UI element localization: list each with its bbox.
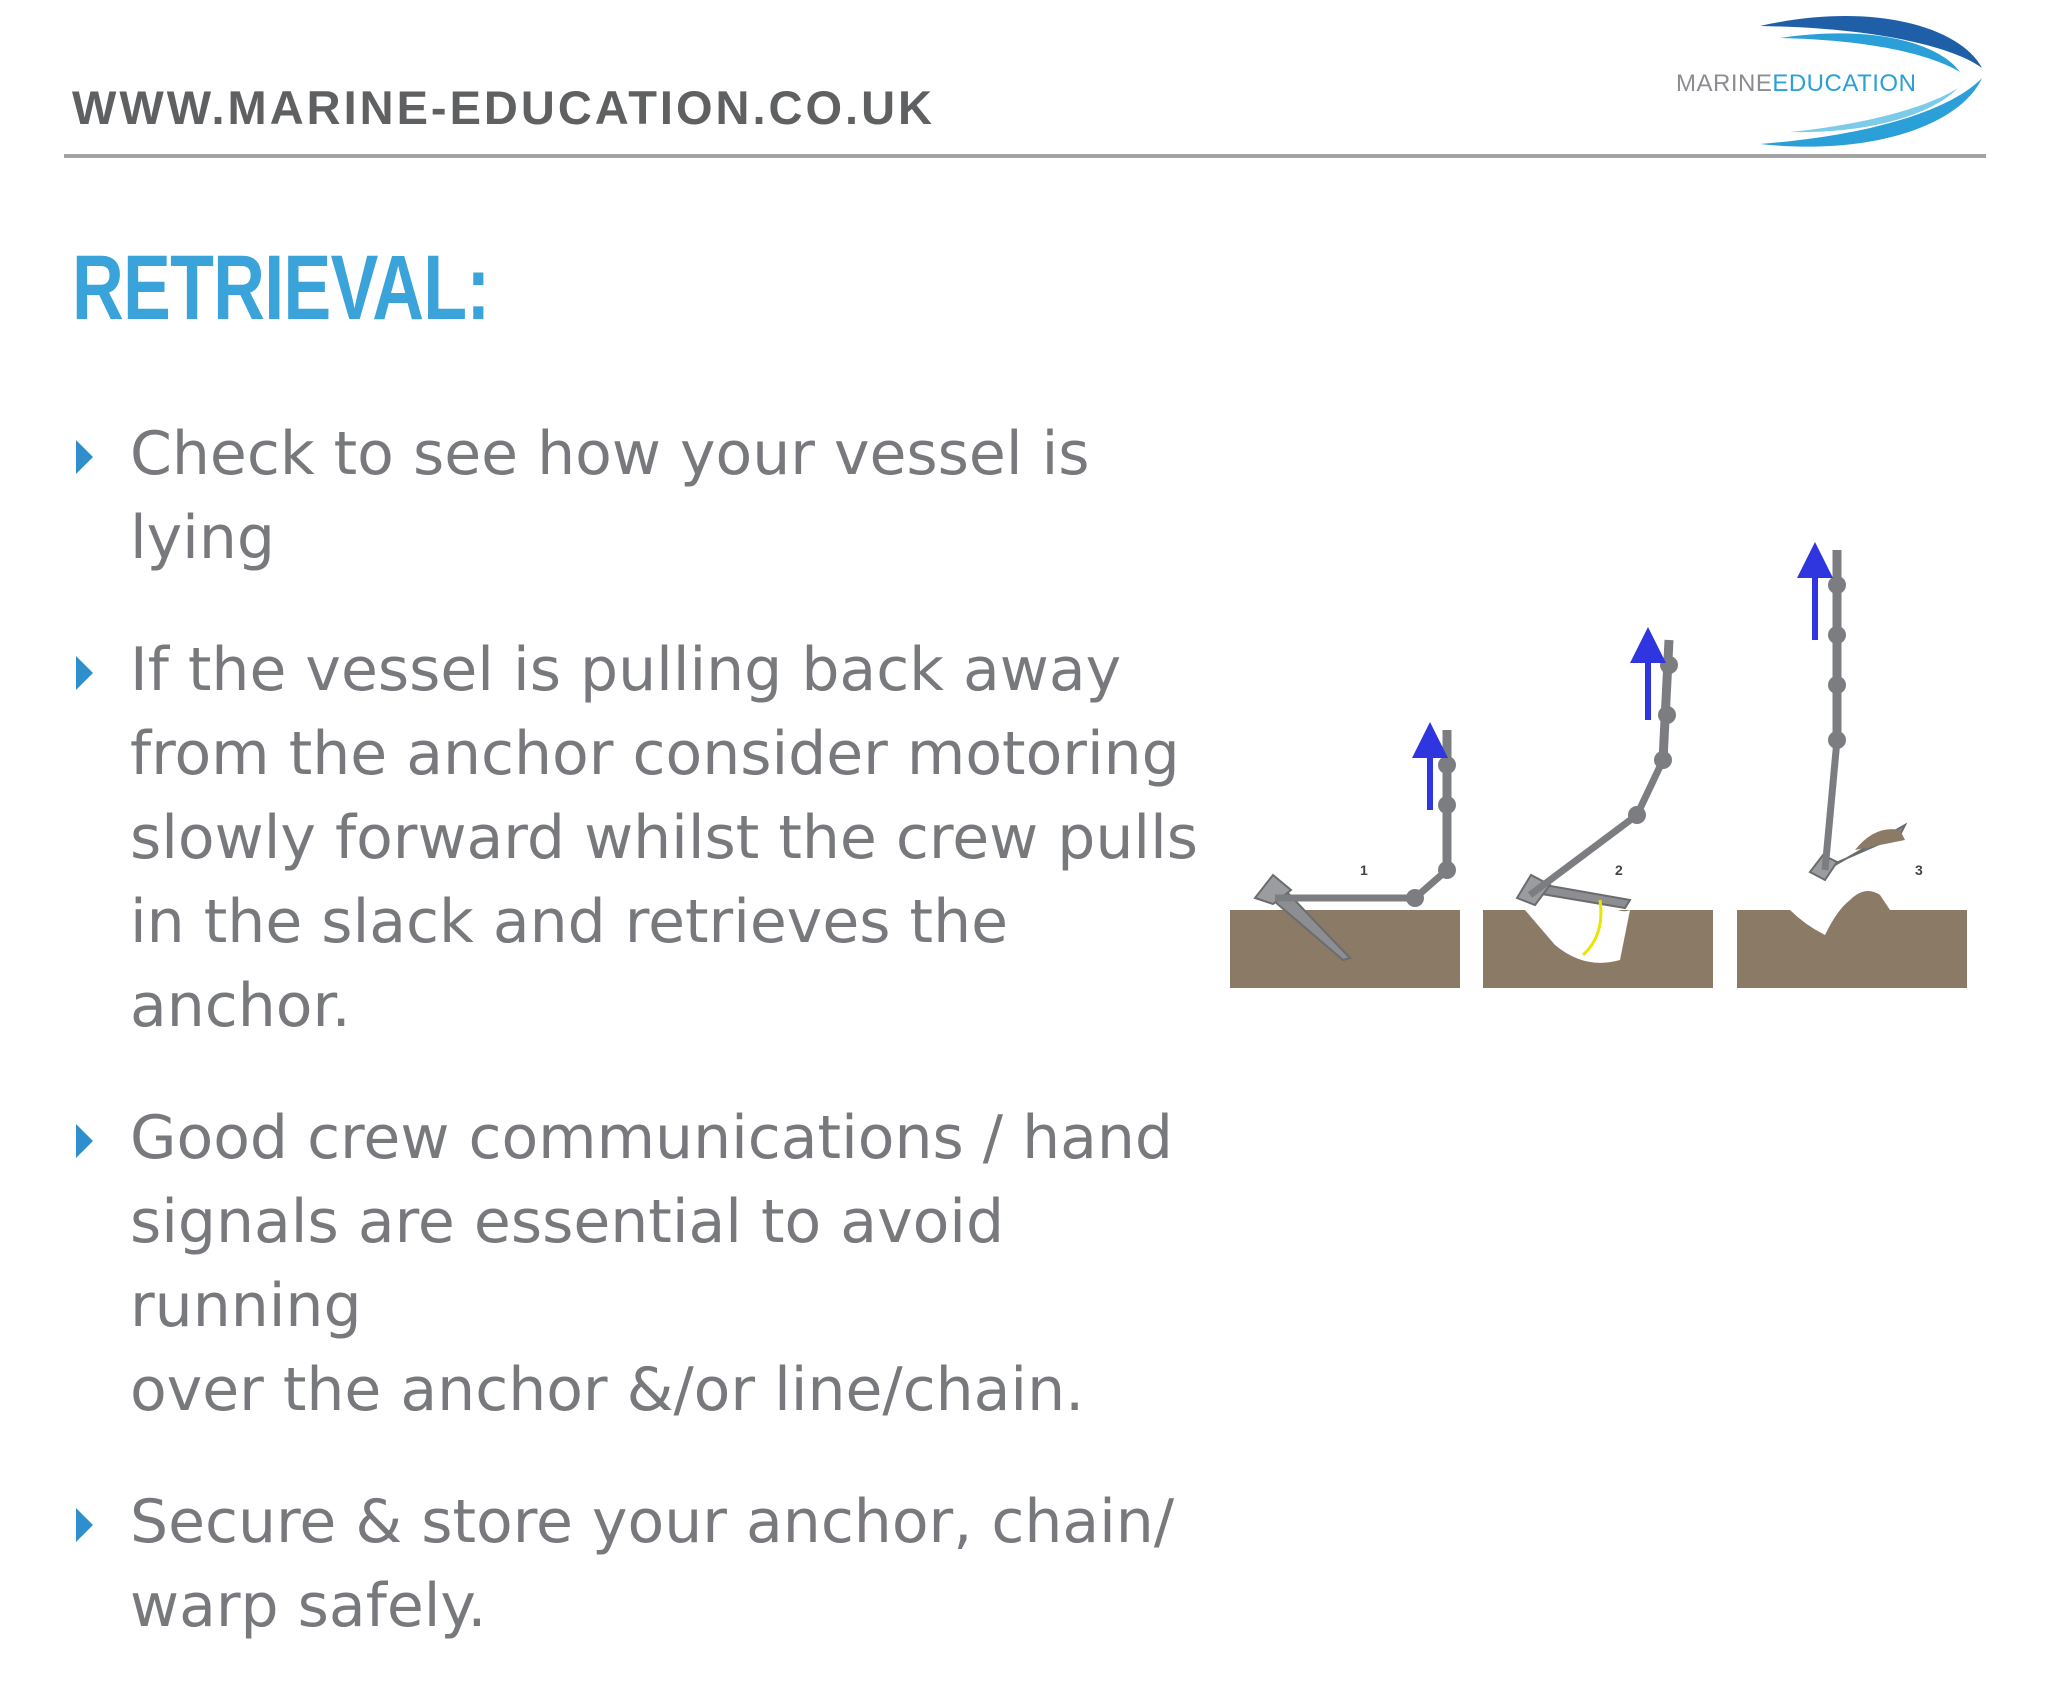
logo-text-education: EDUCATION	[1772, 70, 1917, 97]
bullet-item	[72, 628, 1202, 1048]
stage-3	[1737, 550, 1967, 988]
bullet-list	[72, 412, 1202, 1696]
chain-3	[1825, 740, 1837, 870]
bullet-item	[72, 1096, 1202, 1432]
logo-wordmark	[1676, 70, 1916, 98]
anchor-retrieval-diagram	[1225, 540, 1970, 1000]
anchor-diagram-svg	[1225, 540, 1970, 1000]
chain-2	[1530, 815, 1637, 895]
seabed-3	[1737, 891, 1967, 988]
logo-text-marine: MARINE	[1676, 70, 1773, 97]
stage-label-3: 3	[1915, 862, 1923, 878]
bullet-arrow-icon	[76, 1124, 93, 1158]
bullet-arrow-icon	[76, 440, 93, 474]
stage-1	[1230, 730, 1460, 988]
site-url: WWW.MARINE-EDUCATION.CO.UK	[72, 81, 935, 134]
bullet-text: Check to see how your vessel is lying	[130, 419, 1090, 573]
bullet-text: If the vessel is pulling back away from the anchor consider motoring slowly forward whilst the crew pulls in the slack and retrieves the anchor.	[130, 635, 1199, 1041]
stage-2	[1483, 640, 1713, 988]
bullet-item	[72, 412, 1202, 580]
bullet-text: Good crew communications / hand signals are essential to avoid running over the anchor &/or line/chain.	[130, 1103, 1173, 1425]
slide-title: RETRIEVAL:	[72, 237, 490, 339]
bullet-arrow-icon	[76, 1508, 93, 1542]
stage-label-2: 2	[1615, 862, 1623, 878]
logo[interactable]	[1660, 6, 2000, 156]
stage-label-1: 1	[1360, 862, 1368, 878]
bullet-arrow-icon	[76, 656, 93, 690]
bullet-text: Secure & store your anchor, chain/ warp safely.	[130, 1487, 1175, 1641]
bullet-item	[72, 1480, 1202, 1648]
seabed-1	[1230, 910, 1460, 988]
header-divider	[64, 154, 1986, 158]
